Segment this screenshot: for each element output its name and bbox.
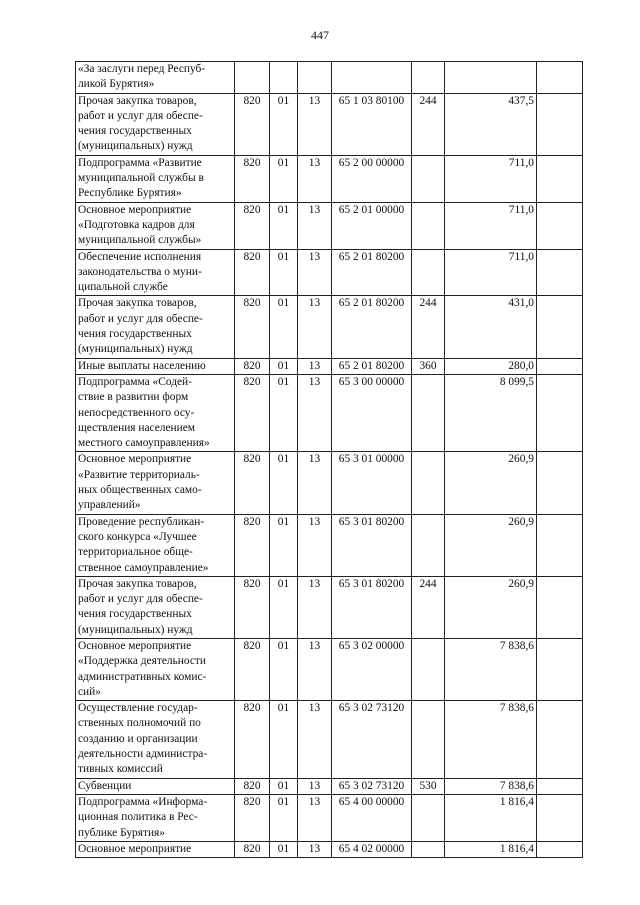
item-name-cell (76, 638, 235, 700)
extra-cell (537, 576, 583, 638)
item-name-line: местного самоуправления» (78, 437, 210, 450)
item-name-line: работ и услуг для обеспе- (78, 109, 203, 122)
item-name-cell (76, 576, 235, 638)
expense-type-cell: 244 (412, 93, 445, 155)
table-row (76, 452, 583, 514)
item-name-line: тивных комиссий (78, 763, 163, 776)
item-name-line: созданию и организации (78, 732, 198, 745)
item-name-line: Субвенции (78, 779, 132, 792)
target-article-cell: 65 3 02 73120 (332, 778, 412, 794)
item-name-line: Прочая закупка товаров, (78, 577, 197, 590)
ministry-code-cell: 820 (235, 794, 270, 841)
subsection-code-cell: 13 (298, 701, 332, 778)
item-name-line: ществления населением (78, 421, 195, 434)
page-number: 447 (311, 28, 329, 42)
ministry-code-cell: 820 (235, 638, 270, 700)
item-name-line: (муниципальных) нужд (78, 343, 193, 356)
target-article-cell: 65 1 03 80100 (332, 93, 412, 155)
amount-cell: 1 816,4 (445, 841, 537, 857)
item-name-line: «Развитие территориаль- (78, 468, 200, 481)
table-row (76, 576, 583, 638)
item-name-line: ликой Бурятия» (78, 78, 155, 91)
subsection-code-cell: 13 (298, 202, 332, 249)
item-name-line: Обеспечение исполнения (78, 250, 202, 263)
target-article-cell: 65 2 00 00000 (332, 155, 412, 202)
subsection-code-cell: 13 (298, 794, 332, 841)
ministry-code-cell: 820 (235, 452, 270, 514)
table-row (76, 374, 583, 451)
subsection-code-cell: 13 (298, 155, 332, 202)
item-name-cell (76, 514, 235, 576)
subsection-code-cell: 13 (298, 358, 332, 374)
table-row (76, 62, 583, 94)
item-name-line: Подпрограмма «Развитие (78, 156, 202, 169)
item-name-line: ствие в развитии форм (78, 391, 189, 404)
ministry-code-cell: 820 (235, 202, 270, 249)
item-name-line: законодательства о муни- (78, 265, 202, 278)
amount-cell: 1 816,4 (445, 794, 537, 841)
section-code-cell: 01 (270, 778, 298, 794)
expense-type-cell (412, 155, 445, 202)
amount-cell (445, 62, 537, 94)
item-name-line: Основное мероприятие (78, 842, 192, 855)
item-name-line: «Поддержка деятельности (78, 655, 206, 668)
section-code-cell: 01 (270, 296, 298, 358)
item-name-cell (76, 841, 235, 857)
extra-cell (537, 514, 583, 576)
table-row (76, 638, 583, 700)
extra-cell (537, 202, 583, 249)
expense-type-cell (412, 249, 445, 296)
extra-cell (537, 374, 583, 451)
ministry-code-cell: 820 (235, 576, 270, 638)
item-name-line: ных общественных само- (78, 484, 202, 497)
amount-cell: 8 099,5 (445, 374, 537, 451)
item-name-line: «За заслуги перед Респуб- (78, 63, 206, 75)
subsection-code-cell: 13 (298, 93, 332, 155)
section-code-cell: 01 (270, 576, 298, 638)
section-code-cell: 01 (270, 93, 298, 155)
item-name-line: Осуществление государ- (78, 702, 198, 715)
item-name-cell (76, 778, 235, 794)
expense-type-cell (412, 374, 445, 451)
ministry-code-cell: 820 (235, 358, 270, 374)
extra-cell (537, 249, 583, 296)
table-row (76, 841, 583, 857)
item-name-cell (76, 701, 235, 778)
ministry-code-cell (235, 62, 270, 94)
item-name-line: ципальной службе (78, 281, 168, 294)
item-name-line: управлений» (78, 499, 141, 512)
item-name-line: (муниципальных) нужд (78, 623, 193, 636)
target-article-cell: 65 3 01 00000 (332, 452, 412, 514)
subsection-code-cell: 13 (298, 841, 332, 857)
item-name-line: работ и услуг для обеспе- (78, 312, 203, 325)
item-name-line: Прочая закупка товаров, (78, 297, 197, 310)
item-name-line: деятельности администра- (78, 748, 208, 761)
item-name-line: ского конкурса «Лучшее (78, 530, 197, 543)
subsection-code-cell: 13 (298, 296, 332, 358)
target-article-cell: 65 3 00 00000 (332, 374, 412, 451)
table-row (76, 701, 583, 778)
table-row (76, 155, 583, 202)
subsection-code-cell: 13 (298, 576, 332, 638)
item-name-line: муниципальной службы» (78, 234, 202, 247)
ministry-code-cell: 820 (235, 514, 270, 576)
item-name-line: Прочая закупка товаров, (78, 94, 197, 107)
subsection-code-cell (298, 62, 332, 94)
amount-cell: 280,0 (445, 358, 537, 374)
item-name-cell (76, 296, 235, 358)
expense-type-cell (412, 202, 445, 249)
ministry-code-cell: 820 (235, 249, 270, 296)
expense-type-cell: 244 (412, 296, 445, 358)
section-code-cell: 01 (270, 452, 298, 514)
item-name-line: Основное мероприятие (78, 639, 192, 652)
subsection-code-cell: 13 (298, 249, 332, 296)
expense-type-cell (412, 514, 445, 576)
section-code-cell: 01 (270, 155, 298, 202)
item-name-line: Подпрограмма «Содей- (78, 375, 192, 388)
table-row (76, 514, 583, 576)
target-article-cell (332, 62, 412, 94)
amount-cell: 7 838,6 (445, 638, 537, 700)
amount-cell: 711,0 (445, 202, 537, 249)
extra-cell (537, 155, 583, 202)
amount-cell: 431,0 (445, 296, 537, 358)
ministry-code-cell: 820 (235, 374, 270, 451)
item-name-line: (муниципальных) нужд (78, 140, 193, 153)
target-article-cell: 65 3 01 80200 (332, 514, 412, 576)
item-name-line: чения государственных (78, 125, 192, 138)
item-name-line: Основное мероприятие (78, 453, 192, 466)
expense-type-cell (412, 638, 445, 700)
expense-type-cell (412, 701, 445, 778)
ministry-code-cell: 820 (235, 93, 270, 155)
item-name-line: чения государственных (78, 328, 192, 341)
item-name-cell (76, 155, 235, 202)
expense-type-cell (412, 62, 445, 94)
item-name-line: ственных полномочий по (78, 717, 201, 730)
target-article-cell: 65 2 01 80200 (332, 249, 412, 296)
item-name-line: Иные выплаты населению (78, 359, 206, 372)
amount-cell: 437,5 (445, 93, 537, 155)
item-name-line: непосредственного осу- (78, 406, 195, 419)
subsection-code-cell: 13 (298, 514, 332, 576)
extra-cell (537, 794, 583, 841)
ministry-code-cell: 820 (235, 841, 270, 857)
amount-cell: 7 838,6 (445, 778, 537, 794)
item-name-cell (76, 249, 235, 296)
section-code-cell: 01 (270, 202, 298, 249)
target-article-cell: 65 2 01 80200 (332, 358, 412, 374)
subsection-code-cell: 13 (298, 778, 332, 794)
section-code-cell: 01 (270, 794, 298, 841)
extra-cell (537, 638, 583, 700)
expense-type-cell: 360 (412, 358, 445, 374)
item-name-cell (76, 93, 235, 155)
section-code-cell: 01 (270, 841, 298, 857)
target-article-cell: 65 3 02 73120 (332, 701, 412, 778)
section-code-cell: 01 (270, 701, 298, 778)
item-name-line: «Подготовка кадров для (78, 218, 195, 231)
item-name-line: ционная политика в Рес- (78, 811, 198, 824)
table-row (76, 358, 583, 374)
extra-cell (537, 701, 583, 778)
section-code-cell: 01 (270, 638, 298, 700)
item-name-cell (76, 202, 235, 249)
extra-cell (537, 296, 583, 358)
item-name-line: административных комис- (78, 670, 207, 683)
subsection-code-cell: 13 (298, 374, 332, 451)
table-row (76, 778, 583, 794)
amount-cell: 260,9 (445, 514, 537, 576)
item-name-line: сий» (78, 685, 101, 698)
table-row (76, 202, 583, 249)
item-name-cell (76, 62, 235, 94)
expense-type-cell (412, 841, 445, 857)
expense-type-cell (412, 452, 445, 514)
section-code-cell: 01 (270, 514, 298, 576)
table-row (76, 249, 583, 296)
subsection-code-cell: 13 (298, 452, 332, 514)
extra-cell (537, 62, 583, 94)
section-code-cell: 01 (270, 358, 298, 374)
ministry-code-cell: 820 (235, 701, 270, 778)
item-name-line: Республике Бурятия» (78, 187, 182, 200)
item-name-line: Основное мероприятие (78, 203, 192, 216)
extra-cell (537, 778, 583, 794)
item-name-cell (76, 374, 235, 451)
budget-table (75, 61, 583, 858)
amount-cell: 260,9 (445, 452, 537, 514)
expense-type-cell: 244 (412, 576, 445, 638)
item-name-line: чения государственных (78, 608, 192, 621)
ministry-code-cell: 820 (235, 778, 270, 794)
item-name-cell (76, 358, 235, 374)
ministry-code-cell: 820 (235, 155, 270, 202)
section-code-cell (270, 62, 298, 94)
item-name-line: территориальное обще- (78, 546, 193, 559)
subsection-code-cell: 13 (298, 638, 332, 700)
item-name-line: Проведение республикан- (78, 515, 205, 528)
table-row (76, 93, 583, 155)
amount-cell: 711,0 (445, 155, 537, 202)
item-name-cell (76, 794, 235, 841)
target-article-cell: 65 2 01 80200 (332, 296, 412, 358)
extra-cell (537, 452, 583, 514)
item-name-line: работ и услуг для обеспе- (78, 593, 203, 606)
extra-cell (537, 358, 583, 374)
item-name-line: ственное самоуправление» (78, 561, 209, 574)
target-article-cell: 65 3 01 80200 (332, 576, 412, 638)
table-row (76, 794, 583, 841)
item-name-line: муниципальной службы в (78, 172, 204, 185)
extra-cell (537, 93, 583, 155)
amount-cell: 711,0 (445, 249, 537, 296)
target-article-cell: 65 4 00 00000 (332, 794, 412, 841)
amount-cell: 7 838,6 (445, 701, 537, 778)
target-article-cell: 65 4 02 00000 (332, 841, 412, 857)
target-article-cell: 65 3 02 00000 (332, 638, 412, 700)
amount-cell: 260,9 (445, 576, 537, 638)
item-name-line: Подпрограмма «Информа- (78, 795, 208, 808)
extra-cell (537, 841, 583, 857)
target-article-cell: 65 2 01 00000 (332, 202, 412, 249)
ministry-code-cell: 820 (235, 296, 270, 358)
expense-type-cell: 530 (412, 778, 445, 794)
section-code-cell: 01 (270, 374, 298, 451)
section-code-cell: 01 (270, 249, 298, 296)
table-body (76, 62, 583, 858)
table-row (76, 296, 583, 358)
item-name-cell (76, 452, 235, 514)
item-name-line: публике Бурятия» (78, 826, 165, 839)
expense-type-cell (412, 794, 445, 841)
